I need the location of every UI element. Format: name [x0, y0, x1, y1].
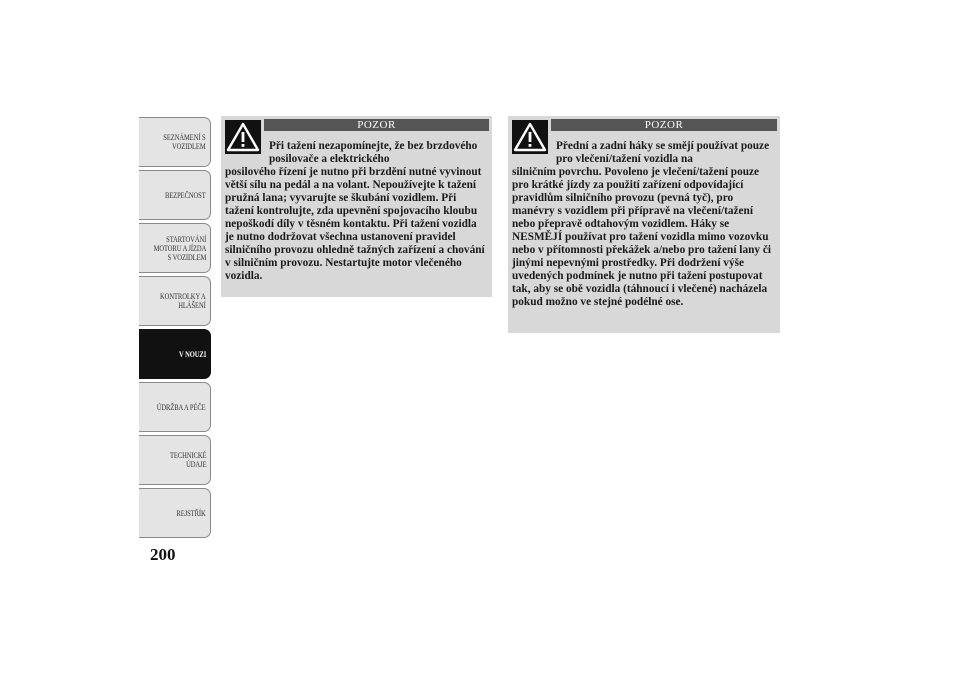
warning-box-tow-hooks	[508, 116, 780, 333]
tab-label: STARTOVÁNÍ MOTORU A JÍZDA S VOZIDLEM	[153, 234, 206, 262]
tab-v-nouzi[interactable]	[139, 329, 211, 379]
tab-label: V NOUZI	[178, 349, 206, 359]
tab-label: KONTROLKY A HLÁŠENÍ	[160, 292, 206, 310]
warning-text-intro: Přední a zadní háky se smějí používat pouze pro vlečení/tažení vozidla na	[556, 140, 770, 165]
warning-text-intro: Při tažení nezapomínejte, že bez brzdového posilovače a elektrického	[269, 140, 478, 165]
tab-startovani-motoru[interactable]	[139, 223, 211, 273]
tab-label: TECHNICKÉ ÚDAJE	[169, 451, 206, 469]
warning-heading: POZOR	[264, 119, 489, 131]
warning-text	[225, 140, 487, 283]
warning-heading: POZOR	[551, 119, 777, 131]
tab-label: SEZNÁMENÍ S VOZIDLEM	[163, 133, 206, 151]
tab-label: ÚDRŽBA A PÉČE	[157, 402, 206, 412]
tab-label: BEZPEČNOST	[165, 190, 206, 200]
warning-box-towing	[221, 116, 492, 297]
tab-kontrolky-a-hlaseni[interactable]	[139, 276, 211, 326]
warning-text	[512, 140, 776, 309]
tab-seznameni-s-vozidlem[interactable]	[139, 117, 211, 167]
tab-bezpecnost[interactable]	[139, 170, 211, 220]
tab-rejstrik[interactable]	[139, 488, 211, 538]
tab-udrzba-a-pece[interactable]	[139, 382, 211, 432]
warning-text-body: silničním povrchu. Povoleno je vlečení/tažení pouze pro krátké jízdy za použití zařízení odpovídající pravidlům silničního provozu (pevná tyč), pro manévry s vozidlem při přípravě na vlečení/tažení nebo přepravě odtahovým vozidlem. Háky se NESMĚJÍ používat pro tažení vozidla mimo vozovku nebo v přítomnosti překážek a/nebo pro tažení lany či jinými nepevnými prostředky. Při dodržení výše uvedených podmínek je nutno při tažení postupovat tak, aby se obě vozidla (táhnoucí i vlečené) nacházela pokud možno ve stejné podélné ose.	[512, 166, 771, 308]
tab-technicke-udaje[interactable]	[139, 435, 211, 485]
tab-label: REJSTŘÍK	[176, 508, 206, 518]
page-number: 200	[150, 545, 176, 564]
warning-text-body: posilového řízení je nutno při brzdění nutné vyvinout větší sílu na pedál a na volant. Nepoužívejte k tažení pružná lana; vyvarujte se škubání vozidlem. Při tažení kontrolujte, zda upevnění spojovacího kloubu nepoškodí díly v těsném kontaktu. Při tažení vozidla je nutno dodržovat všechna ustanovení pravidel silničního provozu ohledně tažných zařízení a chování v silničním provozu. Nestartujte motor vlečeného vozidla.	[225, 166, 485, 282]
